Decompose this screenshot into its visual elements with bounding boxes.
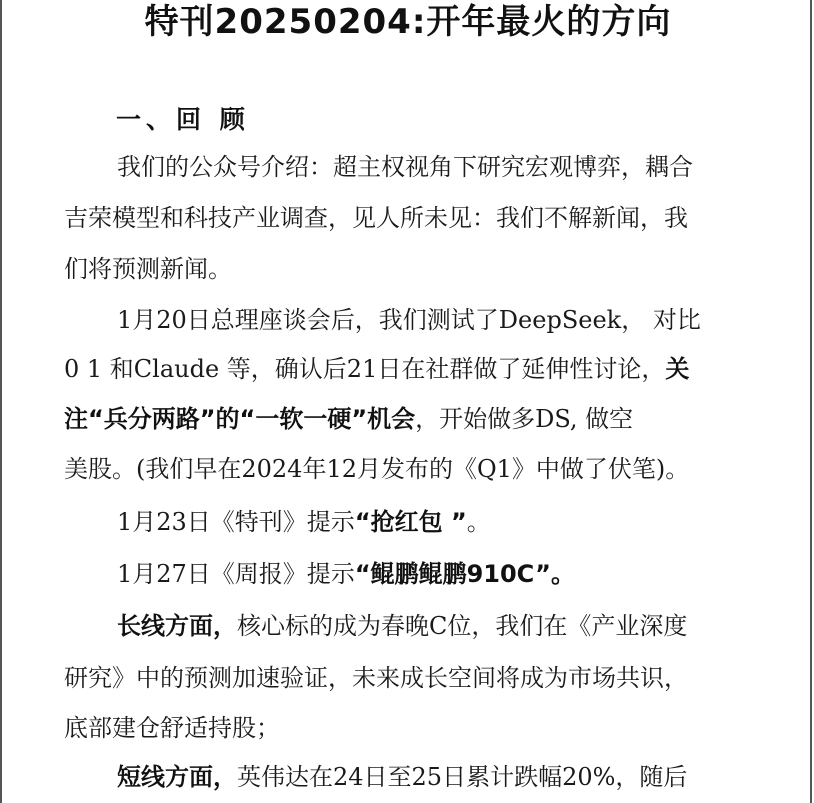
paragraph-1-line-1: 我们的公众号介绍：超主权视角下研究宏观博弈，耦合 bbox=[117, 153, 693, 181]
paragraph-5-line-1 bbox=[117, 610, 687, 642]
paragraph-3-end: 。 bbox=[466, 508, 491, 536]
paragraph-2-line-1: 1月20日总理座谈会后，我们测试了DeepSeek， 对比 bbox=[117, 306, 701, 334]
paragraph-2-line-4: 美股。(我们早在2024年12月发布的《Q1》中做了伏笔)。 bbox=[64, 455, 690, 483]
paragraph-2-line-3-text: ，开始做多DS, 做空 bbox=[415, 405, 634, 433]
paragraph-1-line-2: 吉荣模型和科技产业调查，见人所未见：我们不解新闻，我 bbox=[64, 204, 688, 232]
paragraph-2-line-3 bbox=[64, 403, 633, 435]
paragraph-5-line-1-text: 核心标的成为春晚C位，我们在《产业深度 bbox=[237, 612, 688, 640]
paragraph-6-text: 英伟达在24日至25日累计跌幅20%，随后 bbox=[237, 763, 688, 791]
paragraph-6-bold: 短线方面， bbox=[117, 763, 237, 791]
paragraph-6 bbox=[117, 761, 687, 793]
paragraph-5-bold: 长线方面， bbox=[117, 612, 237, 640]
paragraph-4 bbox=[117, 558, 575, 590]
paragraph-2-line-3-bold: 注“兵分两路”的“一软一硬”机会 bbox=[64, 405, 416, 433]
paragraph-2-line-2-text: 0 1 和Claude 等，确认后21日在社群做了延伸性讨论， bbox=[64, 355, 666, 383]
document-title: 特刊20250204:开年最火的方向 bbox=[144, 2, 672, 42]
paragraph-3-text: 1月23日《特刊》提示 bbox=[117, 508, 355, 536]
section-heading-review: 一、回 顾 bbox=[116, 105, 250, 134]
paragraph-4-bold: “鲲鹏鲲鹏910C”。 bbox=[354, 560, 575, 588]
paragraph-4-text: 1月27日《周报》提示 bbox=[117, 560, 355, 588]
paragraph-5-line-3: 底部建仓舒适持股； bbox=[64, 714, 280, 742]
paragraph-3 bbox=[117, 506, 491, 538]
paragraph-2-line-2 bbox=[64, 353, 689, 385]
paragraph-1-line-3: 们将预测新闻。 bbox=[64, 255, 232, 283]
paragraph-2-line-2-bold: 关 bbox=[665, 355, 690, 383]
paragraph-5-line-2: 研究》中的预测加速验证，未来成长空间将成为市场共识， bbox=[64, 664, 688, 692]
paragraph-3-bold: “抢红包 ” bbox=[354, 508, 467, 536]
